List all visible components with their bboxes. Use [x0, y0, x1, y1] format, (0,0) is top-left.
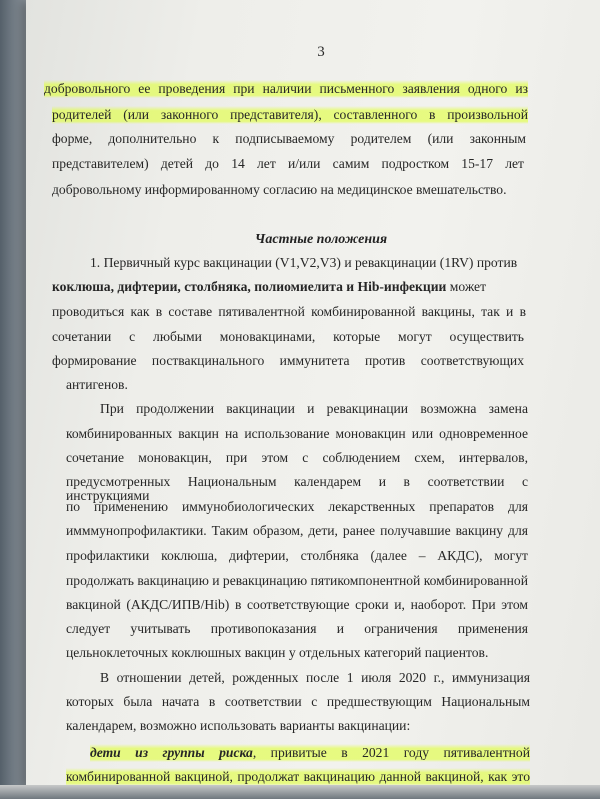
- text-line: по применению иммунобиологических лекарственных препаратов для: [66, 499, 528, 514]
- text-line: продолжать вакцинацию и ревакцинацию пятикомпонентной комбинированной: [66, 573, 529, 588]
- text-line: В отношении детей, рожденных после 1 июля 2020 г., иммунизация: [100, 670, 530, 685]
- text-line: добровольного ее проведения при наличии письменного заявления одного из: [44, 81, 528, 96]
- text-line: профилактики коклюша, дифтерии, столбняка (далее – АКДС), могут: [66, 548, 528, 563]
- text-line: антигенов.: [66, 377, 128, 392]
- text-line: сочетании с любыми моновакцинами, которые могут осуществить: [52, 329, 524, 344]
- page-number: 3: [317, 44, 325, 60]
- text-line: добровольному информированному согласию на медицинское вмешательство.: [52, 182, 507, 197]
- text-line: При продолжении вакцинации и ревакцинации возможна замена: [100, 401, 528, 416]
- text-line: предусмотренных Национальным календарем и в соответствии с инструкциями: [66, 474, 528, 503]
- text-line: 1. Первичный курс вакцинации (V1,V2,V3) и ревакцинации (1RV) против: [90, 255, 518, 270]
- text-fragment: , привитые в 2021 году пятивалентной: [252, 745, 530, 760]
- text-line: [52, 280, 486, 294]
- text-line: следует учитывать противопоказания и ограничения применения: [66, 621, 528, 636]
- text-line: проводиться как в составе пятивалентной комбинированной вакцины, так и в: [52, 304, 526, 319]
- text-fragment: может: [446, 279, 487, 294]
- text-line: цельноклеточных коклюшных вакцин у отдельных категорий пациентов.: [66, 645, 489, 660]
- document-edge-bottom: [0, 785, 600, 799]
- text-line: форме, дополнительно к подписываемому родителем (или законным: [52, 131, 526, 146]
- text-line: представителем) детей до 14 лет и/или самим подростком 15-17 лет: [52, 156, 524, 171]
- text-line: комбинированных вакцин на использование моновакцин или одновременное: [66, 426, 528, 441]
- risk-group-label: дети из группы риска: [90, 745, 253, 760]
- text-line: которых была начата в соответствии с предшествующим Национальным: [66, 694, 530, 709]
- section-heading: Частные положения: [254, 232, 388, 247]
- text-line: [90, 744, 530, 762]
- text-line: календарем, возможно использовать варианты вакцинации:: [66, 718, 411, 733]
- text-line: родителей (или законного представителя), составленного в произвольной: [52, 107, 528, 122]
- document-page: [26, 0, 600, 790]
- text-line: формирование поствакцинального иммунитета против соответствующих: [52, 353, 524, 368]
- bold-diseases: коклюша, дифтерии, столбняка, полиомиелита и Hib-инфекции: [52, 279, 447, 294]
- text-line: комбинированной вакциной, продолжат вакцинацию данной вакциной, как это: [66, 769, 530, 784]
- text-line: имммунопрофилактики. Таким образом, дети, ранее получавшие вакцину для: [66, 523, 528, 538]
- text-line: вакциной (АКДС/ИПВ/Hib) в соответствующие сроки и, наоборот. При этом: [66, 597, 528, 612]
- text-line: сочетание моновакцин, при этом с соблюдением схем, интервалов,: [66, 450, 528, 465]
